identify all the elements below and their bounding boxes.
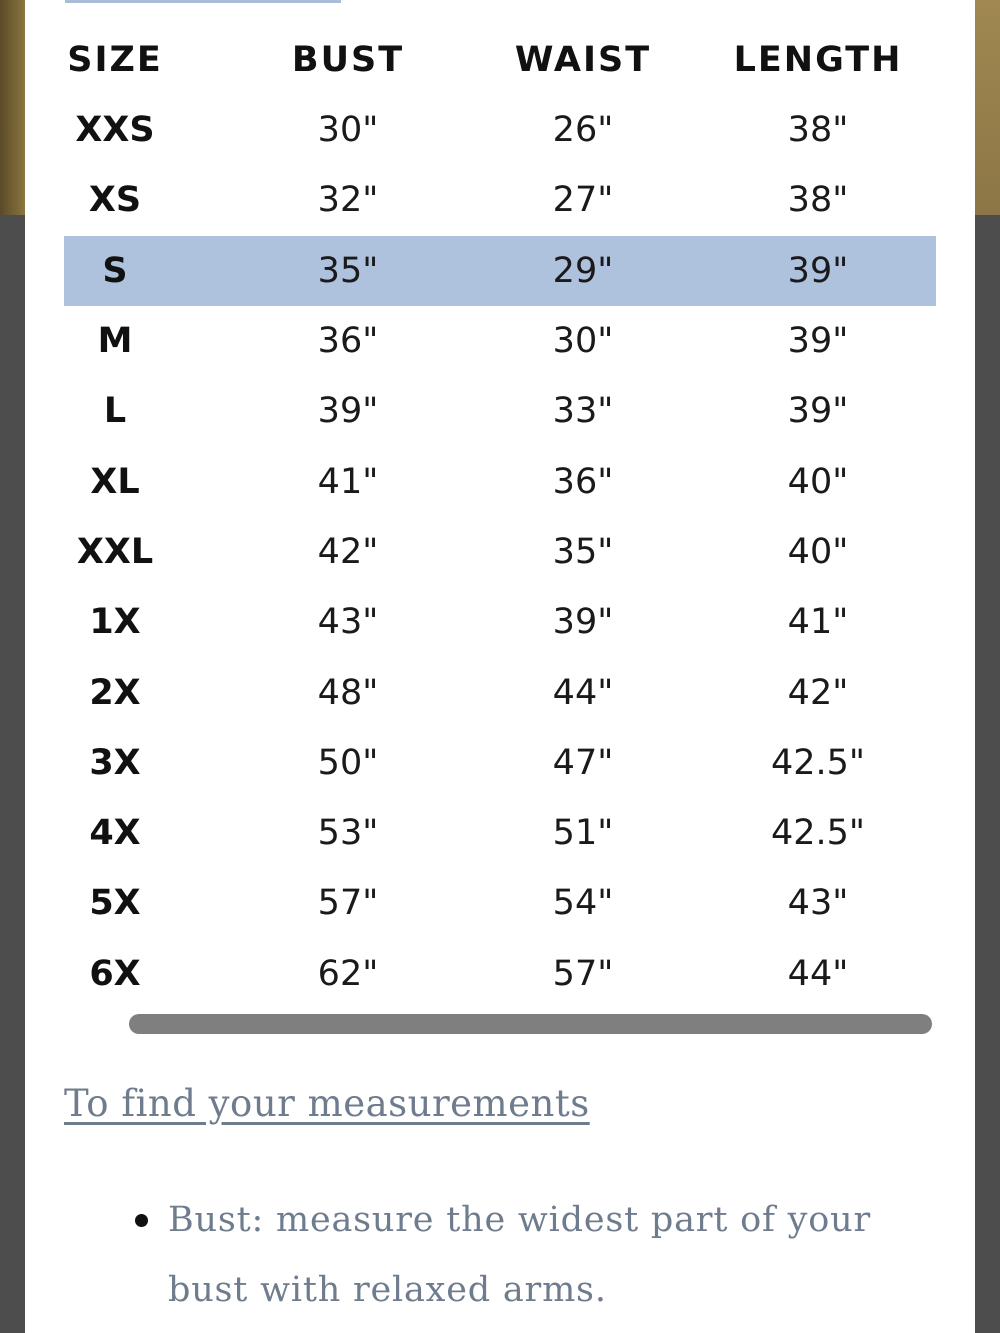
section-divider: [65, 0, 341, 3]
length-cell: 40": [787, 531, 849, 572]
length-cell: 40": [787, 461, 849, 502]
bust-instruction: Bust: measure the widest part of your bust with relaxed arms.: [168, 1200, 871, 1310]
bust-cell: 36": [317, 321, 379, 362]
bust-cell: 32": [317, 180, 379, 221]
waist-cell: 30": [552, 321, 614, 362]
size-cell: XXL: [76, 531, 154, 572]
table-row: [64, 376, 936, 446]
length-cell: 38": [787, 180, 849, 221]
size-chart-panel: [25, 0, 975, 1333]
table-row: [64, 165, 936, 235]
size-cell: 2X: [89, 672, 141, 713]
bust-cell: 35": [317, 250, 379, 291]
bullet-icon: [135, 1214, 148, 1227]
bust-cell: 41": [317, 461, 379, 502]
bust-cell: 53": [317, 813, 379, 854]
scrollbar-thumb[interactable]: [129, 1014, 932, 1034]
bust-cell: 62": [317, 953, 379, 994]
table-row: [64, 657, 936, 727]
waist-cell: 39": [552, 602, 614, 643]
find-measurements-link[interactable]: To find your measurements: [64, 1082, 590, 1125]
length-cell: 41": [787, 602, 849, 643]
waist-cell: 51": [552, 813, 614, 854]
length-cell: 44": [787, 953, 849, 994]
table-row: [64, 446, 936, 516]
size-cell: 4X: [89, 813, 141, 854]
measurement-instructions: [135, 1185, 895, 1325]
bust-cell: 50": [317, 742, 379, 783]
table-row: [64, 517, 936, 587]
waist-cell: 29": [552, 250, 614, 291]
waist-cell: 44": [552, 672, 614, 713]
waist-cell: 26": [552, 110, 614, 151]
header-waist: WAIST: [514, 40, 652, 80]
length-cell: 39": [787, 250, 849, 291]
waist-cell: 54": [552, 883, 614, 924]
length-cell: 43": [787, 883, 849, 924]
size-cell: 1X: [89, 602, 141, 643]
bust-cell: 30": [317, 110, 379, 151]
length-cell: 39": [787, 391, 849, 432]
table-header-row: [64, 25, 936, 95]
waist-cell: 36": [552, 461, 614, 502]
background-image-edge: [975, 0, 1000, 215]
size-cell: XS: [88, 180, 142, 221]
horizontal-scrollbar[interactable]: [129, 1014, 932, 1034]
waist-cell: 35": [552, 531, 614, 572]
table-row: [64, 587, 936, 657]
size-cell: 3X: [89, 742, 141, 783]
length-cell: 42": [787, 672, 849, 713]
header-size: SIZE: [67, 40, 163, 80]
table-row: [64, 798, 936, 868]
length-cell: 39": [787, 321, 849, 362]
size-table: [64, 25, 936, 1009]
table-row: [64, 306, 936, 376]
size-cell: XL: [90, 461, 140, 502]
table-row: [64, 728, 936, 798]
length-cell: 38": [787, 110, 849, 151]
size-cell: M: [97, 321, 133, 362]
table-row: [64, 939, 936, 1009]
waist-cell: 47": [552, 742, 614, 783]
size-cell: 5X: [89, 883, 141, 924]
waist-cell: 57": [552, 953, 614, 994]
table-row: [64, 868, 936, 938]
bust-cell: 39": [317, 391, 379, 432]
table-row: [64, 95, 936, 165]
header-length: LENGTH: [733, 40, 903, 80]
length-cell: 42.5": [770, 742, 866, 783]
bust-cell: 57": [317, 883, 379, 924]
waist-cell: 27": [552, 180, 614, 221]
bust-cell: 48": [317, 672, 379, 713]
list-item: [135, 1185, 895, 1325]
table-row-highlighted: [64, 236, 936, 306]
bust-cell: 43": [317, 602, 379, 643]
header-bust: BUST: [291, 40, 405, 80]
size-cell: L: [103, 391, 127, 432]
bust-cell: 42": [317, 531, 379, 572]
size-cell: S: [102, 250, 128, 291]
size-cell: 6X: [89, 953, 141, 994]
waist-cell: 33": [552, 391, 614, 432]
length-cell: 42.5": [770, 813, 866, 854]
size-cell: XXS: [75, 110, 155, 151]
